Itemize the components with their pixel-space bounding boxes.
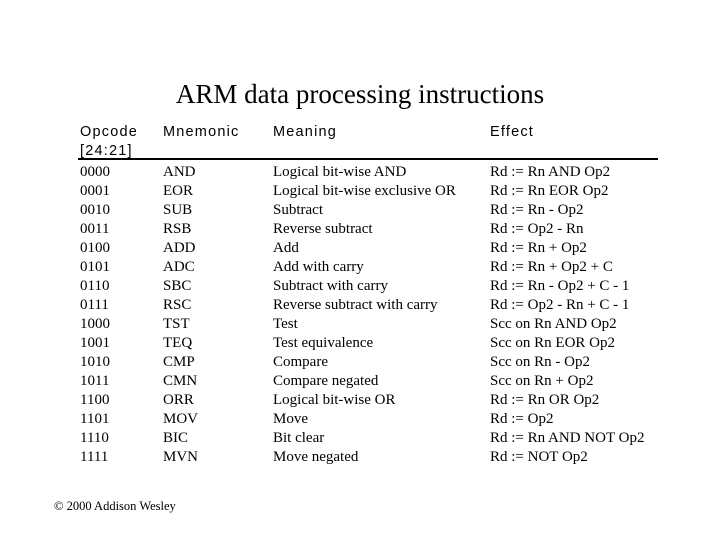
- cell-meaning: Reverse subtract with carry: [273, 297, 438, 313]
- cell-meaning: Reverse subtract: [273, 221, 373, 237]
- cell-mnemonic: ADC: [163, 259, 195, 275]
- cell-mnemonic: MOV: [163, 411, 199, 427]
- cell-opcode: 0010: [80, 202, 110, 218]
- cell-meaning: Compare: [273, 354, 328, 370]
- cell-effect: Rd := Rn EOR Op2: [490, 183, 609, 199]
- cell-effect: Rd := Rn AND Op2: [490, 164, 611, 180]
- table-row: [80, 182, 660, 201]
- cell-mnemonic: TST: [163, 316, 190, 332]
- cell-meaning: Logical bit-wise exclusive OR: [273, 183, 456, 199]
- cell-effect: Rd := Op2 - Rn: [490, 221, 584, 237]
- header-opcode: [80, 123, 138, 161]
- table-row: [80, 220, 660, 239]
- table-row: [80, 163, 660, 182]
- cell-meaning: Bit clear: [273, 430, 325, 446]
- cell-opcode: 0100: [80, 240, 110, 256]
- cell-opcode: 1100: [80, 392, 110, 408]
- cell-effect: Rd := Op2 - Rn + C - 1: [490, 297, 630, 313]
- slide-title: ARM data processing instructions: [175, 79, 545, 109]
- cell-opcode: 1010: [80, 354, 110, 370]
- cell-opcode: 1110: [80, 430, 109, 446]
- cell-meaning: Move: [273, 411, 308, 427]
- cell-mnemonic: SBC: [163, 278, 192, 294]
- cell-mnemonic: RSC: [163, 297, 192, 313]
- cell-meaning: Logical bit-wise AND: [273, 164, 407, 180]
- cell-opcode: 0101: [80, 259, 110, 275]
- cell-effect: Rd := Rn AND NOT Op2: [490, 430, 645, 446]
- cell-effect: Rd := Rn OR Op2: [490, 392, 600, 408]
- table-row: [80, 391, 660, 410]
- table-row: [80, 429, 660, 448]
- table-row: [80, 296, 660, 315]
- cell-mnemonic: EOR: [163, 183, 193, 199]
- cell-meaning: Subtract with carry: [273, 278, 388, 294]
- cell-effect: Scc on Rn AND Op2: [490, 316, 617, 332]
- cell-meaning: Add with carry: [273, 259, 364, 275]
- cell-mnemonic: RSB: [163, 221, 192, 237]
- header-meaning: Meaning: [273, 124, 338, 140]
- cell-mnemonic: BIC: [163, 430, 189, 446]
- cell-mnemonic: CMN: [163, 373, 198, 389]
- cell-opcode: 0110: [80, 278, 110, 294]
- cell-opcode: 1111: [80, 449, 109, 465]
- cell-effect: Scc on Rn - Op2: [490, 354, 590, 370]
- cell-opcode: 0011: [80, 221, 110, 237]
- cell-opcode: 1000: [80, 316, 110, 332]
- cell-meaning: Compare negated: [273, 373, 379, 389]
- cell-meaning: Logical bit-wise OR: [273, 392, 396, 408]
- cell-opcode: 1011: [80, 373, 110, 389]
- cell-mnemonic: ADD: [163, 240, 196, 256]
- table-header: [80, 123, 660, 159]
- table-row: [80, 277, 660, 296]
- header-opcode-line1: Opcode: [80, 124, 138, 140]
- cell-mnemonic: SUB: [163, 202, 193, 218]
- copyright-notice: © 2000 Addison Wesley: [54, 499, 176, 513]
- table-row: [80, 334, 660, 353]
- table-row: [80, 372, 660, 391]
- cell-effect: Rd := Rn - Op2 + C - 1: [490, 278, 630, 294]
- cell-effect: Scc on Rn EOR Op2: [490, 335, 615, 351]
- table-row: [80, 315, 660, 334]
- cell-effect: Rd := Rn + Op2 + C: [490, 259, 613, 275]
- cell-mnemonic: AND: [163, 164, 196, 180]
- table-row: [80, 448, 660, 467]
- cell-meaning: Move negated: [273, 449, 359, 465]
- header-divider: [78, 158, 658, 160]
- cell-mnemonic: TEQ: [163, 335, 193, 351]
- cell-opcode: 1001: [80, 335, 110, 351]
- header-effect: Effect: [490, 124, 535, 140]
- cell-mnemonic: MVN: [163, 449, 199, 465]
- table-row: [80, 410, 660, 429]
- cell-effect: Rd := Op2: [490, 411, 554, 427]
- cell-opcode: 0111: [80, 297, 109, 313]
- table-row: [80, 239, 660, 258]
- cell-effect: Rd := NOT Op2: [490, 449, 588, 465]
- cell-meaning: Test: [273, 316, 298, 332]
- cell-mnemonic: ORR: [163, 392, 194, 408]
- cell-meaning: Test equivalence: [273, 335, 374, 351]
- cell-effect: Rd := Rn + Op2: [490, 240, 587, 256]
- table-row: [80, 258, 660, 277]
- header-mnemonic: Mnemonic: [163, 124, 240, 140]
- header-opcode-line2: [24:21]: [80, 143, 133, 159]
- cell-meaning: Add: [273, 240, 299, 256]
- cell-effect: Scc on Rn + Op2: [490, 373, 594, 389]
- cell-opcode: 1101: [80, 411, 110, 427]
- table-row: [80, 353, 660, 372]
- cell-mnemonic: CMP: [163, 354, 195, 370]
- table-row: [80, 201, 660, 220]
- cell-effect: Rd := Rn - Op2: [490, 202, 584, 218]
- cell-opcode: 0001: [80, 183, 110, 199]
- cell-opcode: 0000: [80, 164, 110, 180]
- instruction-table: [80, 163, 660, 467]
- cell-meaning: Subtract: [273, 202, 323, 218]
